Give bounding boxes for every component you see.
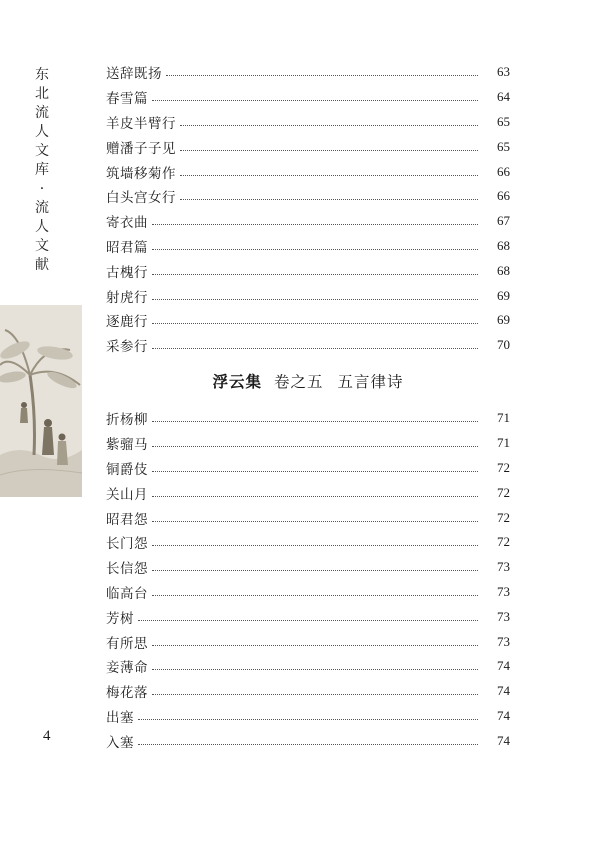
toc-entry[interactable]	[106, 431, 510, 456]
toc-entry-page: 73	[497, 559, 510, 575]
section-volume: 卷之五	[273, 373, 324, 391]
toc-entry[interactable]	[106, 184, 510, 209]
toc-entry-title: 春雪篇	[106, 91, 148, 108]
toc-leader-dots	[152, 569, 478, 571]
toc-entry-page: 68	[497, 237, 510, 253]
toc-entry-title: 紫骝马	[106, 437, 148, 454]
series-title-char: 人	[35, 124, 49, 140]
section-heading	[106, 370, 510, 392]
toc-entry-title: 临高台	[106, 585, 148, 602]
toc-leader-dots	[152, 470, 478, 472]
toc-entry-title: 关山月	[106, 486, 148, 503]
toc-leader-dots	[152, 322, 478, 324]
toc-entry-title: 古槐行	[106, 264, 148, 281]
toc-entry-title: 长信怨	[106, 561, 148, 578]
toc-entry-page: 71	[497, 410, 510, 426]
toc-entry[interactable]	[106, 308, 510, 333]
toc-entry-title: 送辞既扬	[106, 66, 162, 83]
toc-leader-dots	[152, 668, 478, 670]
toc-entry-title: 梅花落	[106, 685, 148, 702]
toc-entry-page: 72	[497, 534, 510, 550]
toc-entry[interactable]	[106, 110, 510, 135]
toc-entry[interactable]	[106, 258, 510, 283]
toc-leader-dots	[152, 420, 478, 422]
section-collection-title: 浮云集	[212, 372, 262, 391]
toc-entry[interactable]	[106, 134, 510, 159]
toc-entry[interactable]	[106, 555, 510, 580]
toc-entry[interactable]	[106, 283, 510, 308]
toc-entry-title: 芳树	[106, 610, 134, 627]
series-title-char: 东	[35, 67, 49, 83]
toc-entry-title: 妾薄命	[106, 660, 148, 677]
toc-leader-dots	[138, 743, 478, 745]
toc-leader-dots	[152, 544, 478, 546]
toc-leader-dots	[180, 174, 478, 176]
toc-entry[interactable]	[106, 530, 510, 555]
toc-entry[interactable]	[106, 580, 510, 605]
toc-leader-dots	[152, 223, 478, 225]
toc-entry[interactable]	[106, 629, 510, 654]
toc-list-bottom	[106, 406, 510, 753]
toc-entry-page: 73	[497, 633, 510, 649]
toc-entry-title: 入塞	[106, 734, 134, 751]
toc-entry[interactable]	[106, 456, 510, 481]
toc-entry-page: 64	[497, 89, 510, 105]
toc-leader-dots	[152, 99, 478, 101]
toc-entry-page: 74	[497, 732, 510, 748]
toc-entry-page: 74	[497, 658, 510, 674]
toc-entry[interactable]	[106, 159, 510, 184]
toc-entry-title: 有所思	[106, 635, 148, 652]
section-genre: 五言律诗	[337, 373, 404, 391]
toc-leader-dots	[152, 298, 478, 300]
series-title-char: 献	[35, 257, 49, 273]
toc-entry-title: 昭君怨	[106, 511, 148, 528]
toc-leader-dots	[152, 594, 478, 596]
toc-entry[interactable]	[106, 85, 510, 110]
toc-entry[interactable]	[106, 505, 510, 530]
toc-entry-page: 66	[497, 163, 510, 179]
toc-entry[interactable]	[106, 679, 510, 704]
toc-leader-dots	[138, 718, 478, 720]
toc-entry-title: 出塞	[106, 709, 134, 726]
toc-entry-page: 68	[497, 262, 510, 278]
toc-entry-title: 羊皮半臂行	[106, 115, 176, 132]
toc-entry-page: 66	[497, 188, 510, 204]
toc-entry[interactable]	[106, 406, 510, 431]
series-title-char: 人	[35, 219, 49, 235]
toc-leader-dots	[180, 124, 478, 126]
series-title-char: 流	[35, 200, 49, 216]
toc-entry[interactable]	[106, 604, 510, 629]
toc-entry-title: 逐鹿行	[106, 314, 148, 331]
toc-entry[interactable]	[106, 209, 510, 234]
series-title-char: 文	[35, 238, 49, 254]
toc-entry[interactable]	[106, 654, 510, 679]
toc-entry-title: 赠潘子子见	[106, 140, 176, 157]
toc-entry-page: 72	[497, 484, 510, 500]
toc-entry[interactable]	[106, 704, 510, 729]
toc-entry-page: 63	[497, 64, 510, 80]
series-title-char: 库	[35, 162, 49, 178]
toc-entry-title: 射虎行	[106, 289, 148, 306]
toc-leader-dots	[152, 445, 478, 447]
toc-entry[interactable]	[106, 60, 510, 85]
page-number: 4	[43, 728, 51, 744]
toc-list-top	[106, 60, 510, 358]
toc-leader-dots	[152, 520, 478, 522]
toc-entry-page: 70	[497, 337, 510, 353]
toc-leader-dots	[166, 74, 478, 76]
decorative-illustration	[0, 305, 82, 497]
toc-leader-dots	[152, 644, 478, 646]
series-title-char: 北	[35, 86, 49, 102]
toc-entry-page: 74	[497, 683, 510, 699]
toc-entry-page: 65	[497, 138, 510, 154]
toc-entry-title: 筑墙移菊作	[106, 165, 176, 182]
toc-leader-dots	[180, 198, 478, 200]
toc-entry-page: 67	[497, 213, 510, 229]
toc-entry[interactable]	[106, 728, 510, 753]
toc-entry-title: 昭君篇	[106, 239, 148, 256]
toc-leader-dots	[152, 273, 478, 275]
toc-entry-title: 长门怨	[106, 536, 148, 553]
toc-entry-page: 74	[497, 707, 510, 723]
toc-entry-page: 72	[497, 509, 510, 525]
series-title-char: ·	[39, 181, 45, 197]
series-title	[30, 66, 54, 275]
toc-entry-title: 折杨柳	[106, 412, 148, 429]
toc-entry-page: 69	[497, 287, 510, 303]
toc-entry-page: 72	[497, 459, 510, 475]
toc-entry-title: 采参行	[106, 339, 148, 356]
toc-entry-page: 73	[497, 608, 510, 624]
toc-leader-dots	[180, 149, 478, 151]
series-title-char: 文	[35, 143, 49, 159]
toc-leader-dots	[152, 495, 478, 497]
toc-entry-title: 铜爵伎	[106, 461, 148, 478]
toc-entry-page: 65	[497, 113, 510, 129]
toc-entry-title: 寄衣曲	[106, 215, 148, 232]
toc-entry[interactable]	[106, 480, 510, 505]
toc-entry-page: 73	[497, 583, 510, 599]
toc-leader-dots	[152, 693, 478, 695]
toc-entry-page: 71	[497, 435, 510, 451]
toc-entry[interactable]	[106, 333, 510, 358]
toc-leader-dots	[152, 248, 478, 250]
toc-leader-dots	[138, 619, 478, 621]
toc-leader-dots	[152, 347, 478, 349]
toc-entry[interactable]	[106, 234, 510, 259]
illustration-art	[0, 305, 82, 497]
series-title-char: 流	[35, 105, 49, 121]
toc-entry-title: 白头宫女行	[106, 190, 176, 207]
toc-entry-page: 69	[497, 312, 510, 328]
